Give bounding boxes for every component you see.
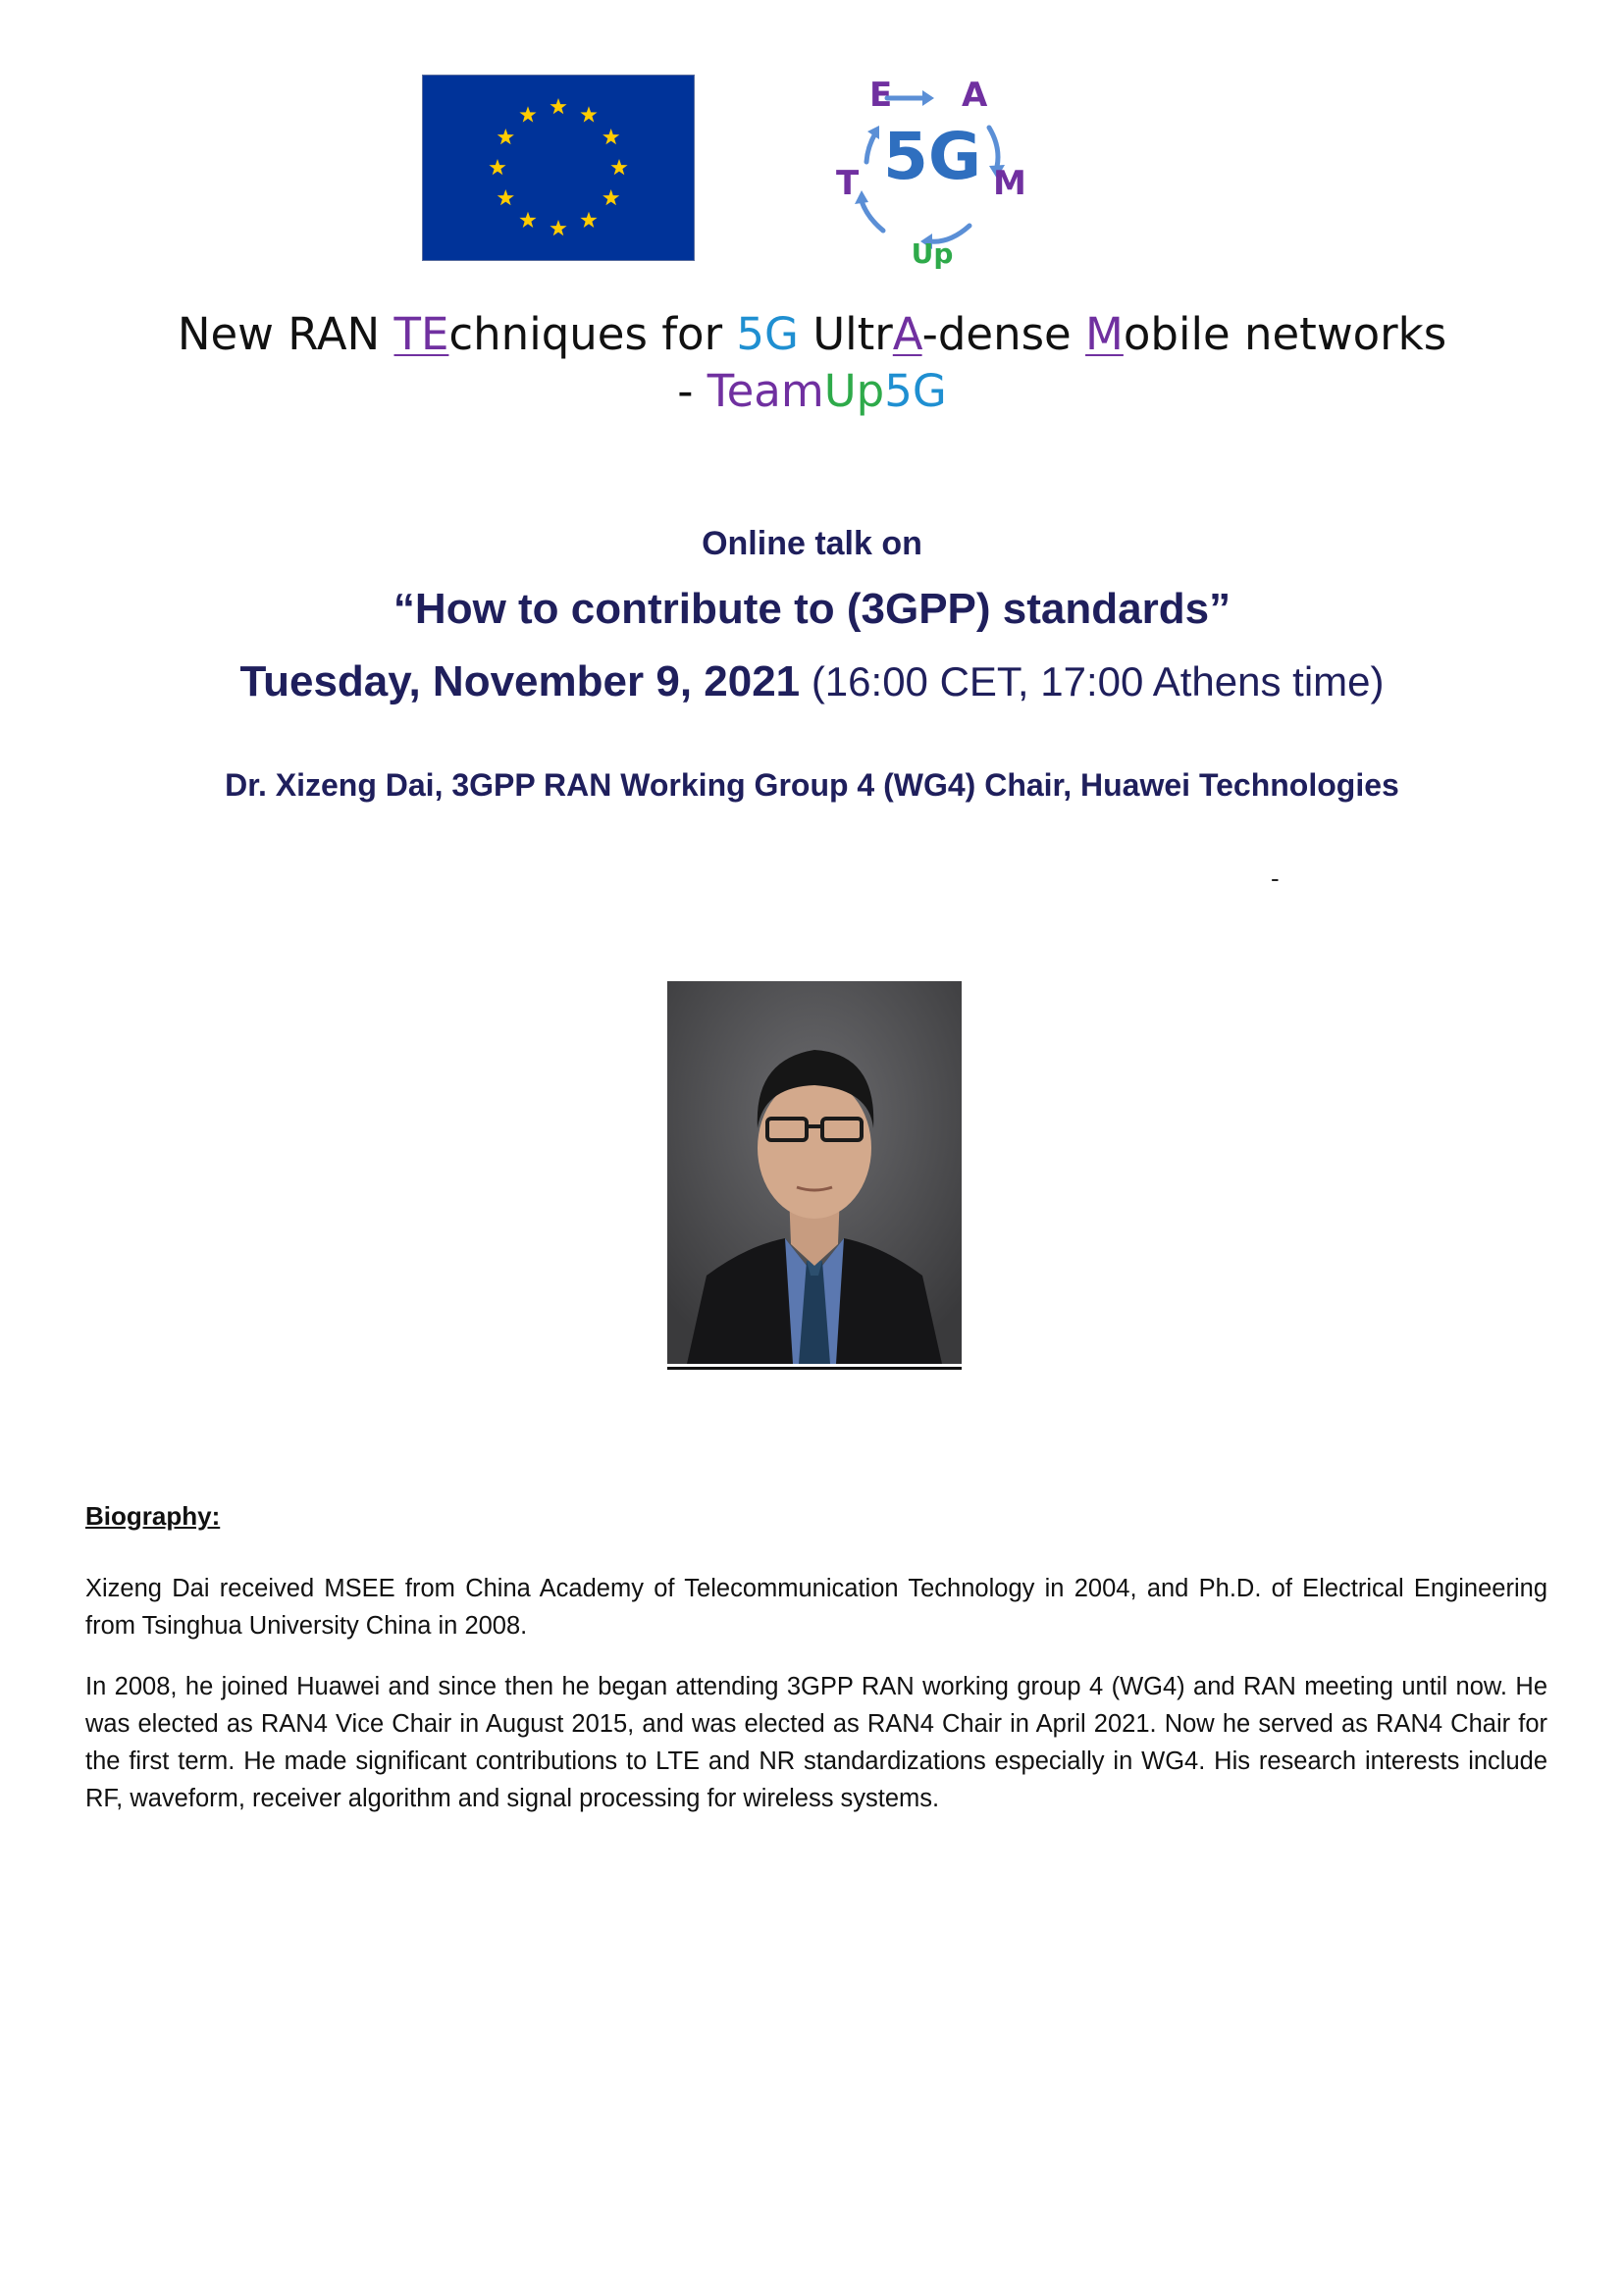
eu-star-icon <box>610 159 627 175</box>
eu-star-icon <box>498 189 514 205</box>
logo-center-5g: 5G <box>882 119 982 194</box>
talk-date-day: Tuesday, November 9, 2021 <box>239 657 801 705</box>
talk-intro: Online talk on <box>702 525 922 562</box>
speaker-line: Dr. Xizeng Dai, 3GPP RAN Working Group 4 (WG4) Chair, Huawei Technologies <box>225 767 1399 803</box>
stray-dash: - <box>1271 863 1280 893</box>
biography-paragraph-2: In 2008, he joined Huawei and since then he began attending 3GPP RAN working group 4 (WG4) and RAN meeting until now. He was elected as RAN4 Vice Chair in August 2015, and was elected as RAN4 Chair in April 2021. Now he served as RAN4 Chair for the first term. He made significant contributions to LTE and NR standardizations especially in WG4. His research interests include RF, waveform, receiver algorithm and signal processing for wireless systems. <box>85 1673 1547 1812</box>
eu-star-icon <box>489 159 505 175</box>
title-part: New RAN <box>177 308 394 360</box>
biography-heading: Biography: <box>85 1501 221 1531</box>
eu-star-icon <box>580 212 597 228</box>
biography-paragraph-1: Xizeng Dai received MSEE from China Academy of Telecommunication Technology in 2004, and Ph.D. of Electrical Engineering from Tsinghua University China in 2008. <box>85 1575 1547 1640</box>
title-a: A <box>892 308 922 360</box>
logo-letter-t: T <box>836 164 860 203</box>
speaker-photo-graphic <box>667 981 962 1364</box>
acronym-team: Team <box>707 365 824 417</box>
logo-letter-e: E <box>869 76 893 115</box>
title-part: Ultr <box>798 308 893 360</box>
arrow-bottom-left <box>862 201 883 231</box>
title-te: TE <box>393 308 449 360</box>
acronym-up: Up <box>823 365 885 417</box>
project-title <box>0 306 1624 420</box>
title-part: -dense <box>921 308 1086 360</box>
title-5g: 5G <box>736 308 799 360</box>
eu-star-icon <box>580 106 597 122</box>
photo-underline <box>667 1367 962 1370</box>
eu-star-icon <box>602 129 619 144</box>
logo-letter-m: M <box>993 164 1026 203</box>
acronym-dash: - <box>677 365 707 417</box>
eu-star-icon <box>519 212 536 228</box>
talk-date-time: (16:00 CET, 17:00 Athens time) <box>800 658 1385 704</box>
logo-up: Up <box>911 237 954 270</box>
logo-letter-a: A <box>962 76 988 115</box>
eu-star-icon <box>498 129 514 144</box>
arrow-left <box>866 133 875 162</box>
arrow-right <box>989 128 998 167</box>
title-part: chniques for <box>448 308 737 360</box>
eu-star-icon <box>602 189 619 205</box>
teamup5g-logo <box>822 69 1043 270</box>
talk-title: “How to contribute to (3GPP) standards” <box>393 585 1231 633</box>
title-m: M <box>1085 308 1124 360</box>
acronym-5g: 5G <box>884 365 947 417</box>
eu-flag-icon <box>422 75 695 261</box>
eu-star-icon <box>550 98 566 114</box>
teamup5g-logo-graphic <box>822 69 1043 270</box>
eu-star-icon <box>550 220 566 235</box>
eu-stars <box>423 76 694 260</box>
project-acronym <box>0 363 1624 420</box>
talk-date <box>0 657 1624 706</box>
title-part: obile networks <box>1123 308 1447 360</box>
speaker-photo <box>667 981 962 1364</box>
eu-star-icon <box>519 106 536 122</box>
